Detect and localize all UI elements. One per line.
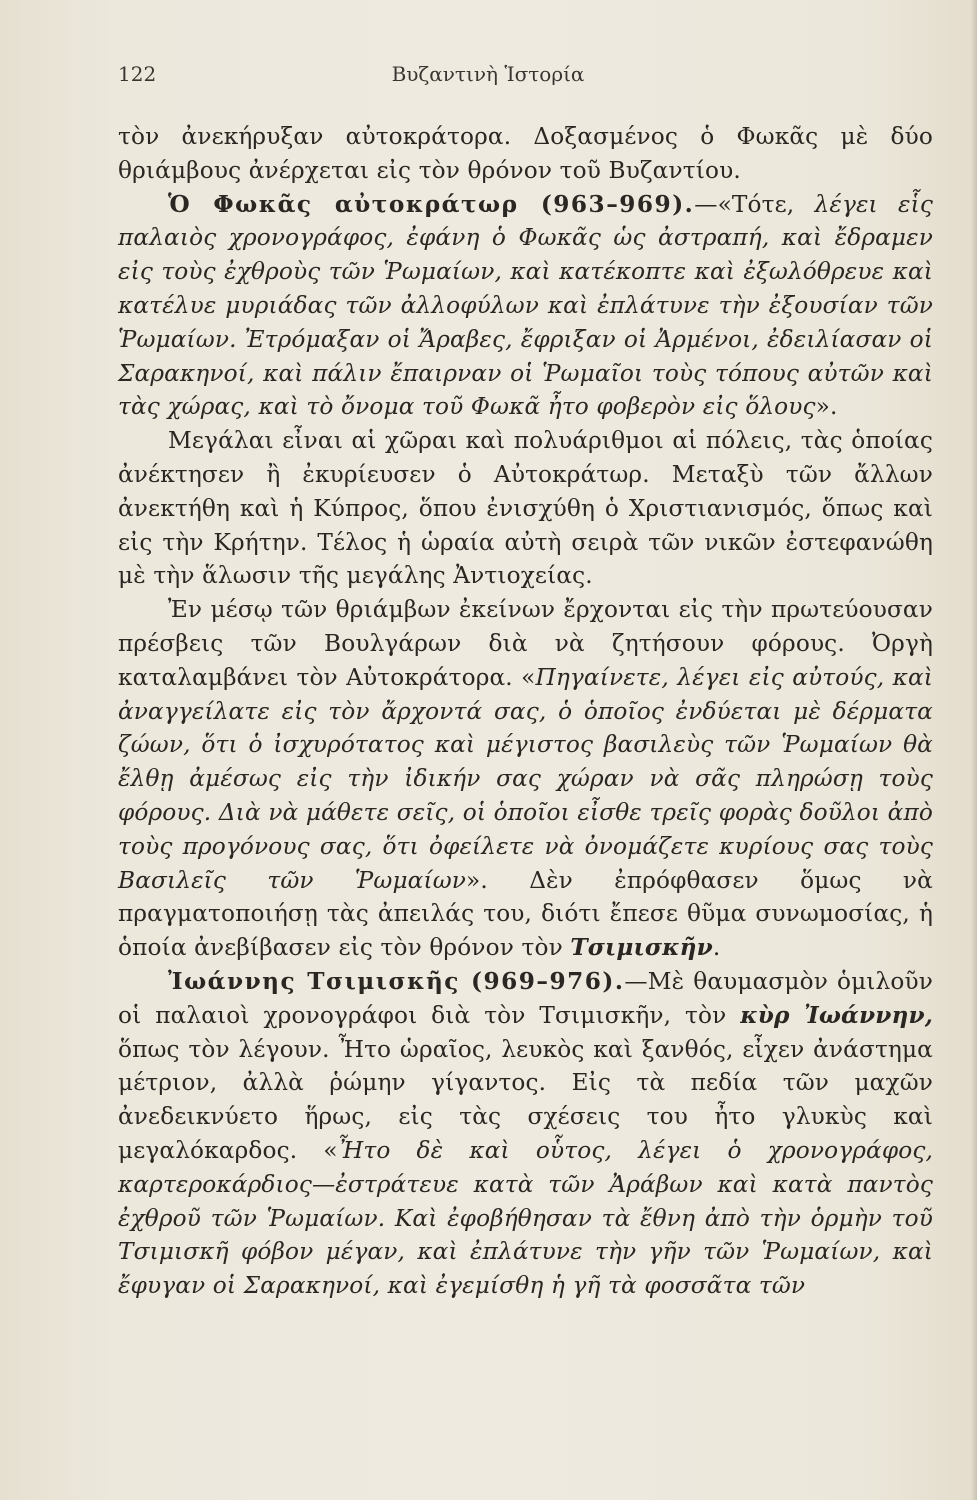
paragraph-1-text: τὸν ἀνεκήρυξαν αὐτοκράτορα. Δοξασμένος ὁ Φωκᾶς μὲ δύο θριάμβους ἀνέρχεται εἰς τὸν θρόνον τοῦ Βυζαντίου. [118,123,933,184]
section-heading-tzimiskes: Ἰωάννης Τσιμισκῆς (969–976). [168,967,625,995]
running-head [118,62,858,92]
paragraph-2-dash: —«Τότε, [694,190,795,218]
paragraph-5-text-a: —Μὲ θαυμασμὸν ὁμιλοῦν οἱ παλαιοὶ χρονογράφοι διὰ τὸν Τσιμισκῆν, τὸν [118,967,933,1029]
paragraph-5-text-b: ὅπως τὸν λέγουν. Ἦτο ὡραῖος, λευκὸς καὶ ξανθός, εἶχεν ἀνάστημα μέτριον, ἀλλὰ ῥώμην γίγαντος. Εἰς τὰ πεδία τῶν μαχῶν ἀνεδεικνύετο ἥρως, εἰς τὰς σχέσεις του ἦτο γλυκὺς καὶ μεγαλόκαρδος. « [118,1035,933,1164]
page-number: 122 [118,62,157,86]
paragraph-2-end: ». [815,393,838,421]
paragraph-4-text-b: ». Δὲν ἐπρόφθασεν ὅμως νὰ πραγματοποιήσῃ τὰς ἀπειλάς του, διότι ἔπεσε θῦμα συνωμοσίας, ἡ ὁποία ἀνεβίβασεν εἰς τὸν θρόνον τὸν [118,866,933,962]
paragraph-2 [118,188,933,425]
paragraph-3 [118,424,933,593]
paragraph-4-text-c: . [712,934,721,962]
paragraph-4-quote: Πηγαίνετε, λέγει εἰς αὐτούς, καὶ ἀναγγείλατε εἰς τὸν ἄρχοντά σας, ὁ ὁποῖος ἐνδύεται μὲ δέρματα ζώων, ὅτι ὁ ἰσχυρότατος καὶ μέγιστος βασιλεὺς τῶν Ῥωμαίων θὰ ἔλθῃ ἀμέσως εἰς τὴν ἰδικήν σας χώραν νὰ σᾶς πληρώσῃ τοὺς φόρους. Διὰ νὰ μάθετε σεῖς, οἱ ὁποῖοι εἶσθε τρεῖς φορὰς δοῦλοι ἀπὸ τοὺς προγόνους σας, ὅτι ὀφείλετε νὰ ὀνομάζετε κυρίους σας τοὺς Βασιλεῖς τῶν Ῥωμαίων [118,663,933,894]
body-text [118,120,933,1303]
paragraph-4-name: Τσιμισκῆν [570,934,713,962]
paragraph-5-name: κὺρ Ἰωάννην, [740,1001,933,1029]
paragraph-3-text: Μεγάλαι εἶναι αἱ χῶραι καὶ πολυάριθμοι αἱ πόλεις, τὰς ὁποίας ἀνέκτησεν ἢ ἐκυρίευσεν ὁ Αὐτοκράτωρ. Μεταξὺ τῶν ἄλλων ἀνεκτήθη καὶ ἡ Κύπρος, ὅπου ἐνισχύθη ὁ Χριστιανισμός, ὅπως καὶ εἰς τὴν Κρήτην. Τέλος ἡ ὡραία αὐτὴ σειρὰ τῶν νικῶν ἐστεφανώθη μὲ τὴν ἅλωσιν τῆς μεγάλης Ἀντιοχείας. [118,427,933,590]
paragraph-5-quote: Ἦτο δὲ καὶ οὗτος, λέγει ὁ χρονογράφος, καρτεροκάρδιος—ἐστράτευε κατὰ τῶν Ἀράβων καὶ κατὰ παντὸς ἐχθροῦ τῶν Ῥωμαίων. Καὶ ἐφοβήθησαν τὰ ἔθνη ἀπὸ τὴν ὁρμὴν τοῦ Τσιμισκῆ φόβον μέγαν, καὶ ἐπλάτυνε τὴν γῆν τῶν Ῥωμαίων, καὶ ἔφυγαν οἱ Σαρακηνοί, καὶ ἐγεμίσθη ἡ γῆ τὰ φοσσᾶτα τῶν [118,1136,933,1300]
paragraph-5 [118,965,933,1303]
paragraph-4-text-a: Ἐν μέσῳ τῶν θριάμβων ἐκείνων ἔρχονται εἰς τὴν πρωτεύουσαν πρέσβεις τῶν Βουλγάρων διὰ νὰ ζητήσουν φόρους. Ὀργὴ καταλαμβάνει τὸν Αὐτοκράτορα. « [118,596,933,691]
paragraph-2-quote: λέγει εἷς παλαιὸς χρονογράφος, ἐφάνη ὁ Φωκᾶς ὡς ἀστραπή, καὶ ἔδραμεν εἰς τοὺς ἐχθροὺς τῶν Ῥωμαίων, καὶ κατέκοπτε καὶ ἐξωλόθρευε καὶ κατέλυε μυριάδας τῶν ἀλλοφύλων καὶ ἐπλάτυνε τὴν ἐξουσίαν τῶν Ῥωμαίων. Ἐτρόμαξαν οἱ Ἄραβες, ἔφριξαν οἱ Ἀρμένοι, ἐδειλίασαν οἱ Σαρακηνοί, καὶ πάλιν ἔπαιρναν οἱ Ῥωμαῖοι τοὺς τόπους αὐτῶν καὶ τὰς χώρας, καὶ τὸ ὄνομα τοῦ Φωκᾶ ἦτο φοβερὸν εἰς ὅλους [118,190,933,421]
paragraph-1 [118,120,933,188]
page-edge-shadow [971,0,977,1500]
page-header-title: Βυζαντινὴ Ἱστορία [391,62,585,86]
paragraph-4 [118,593,933,965]
section-heading-phokas: Ὁ Φωκᾶς αὐτοκράτωρ (963–969). [168,190,695,218]
